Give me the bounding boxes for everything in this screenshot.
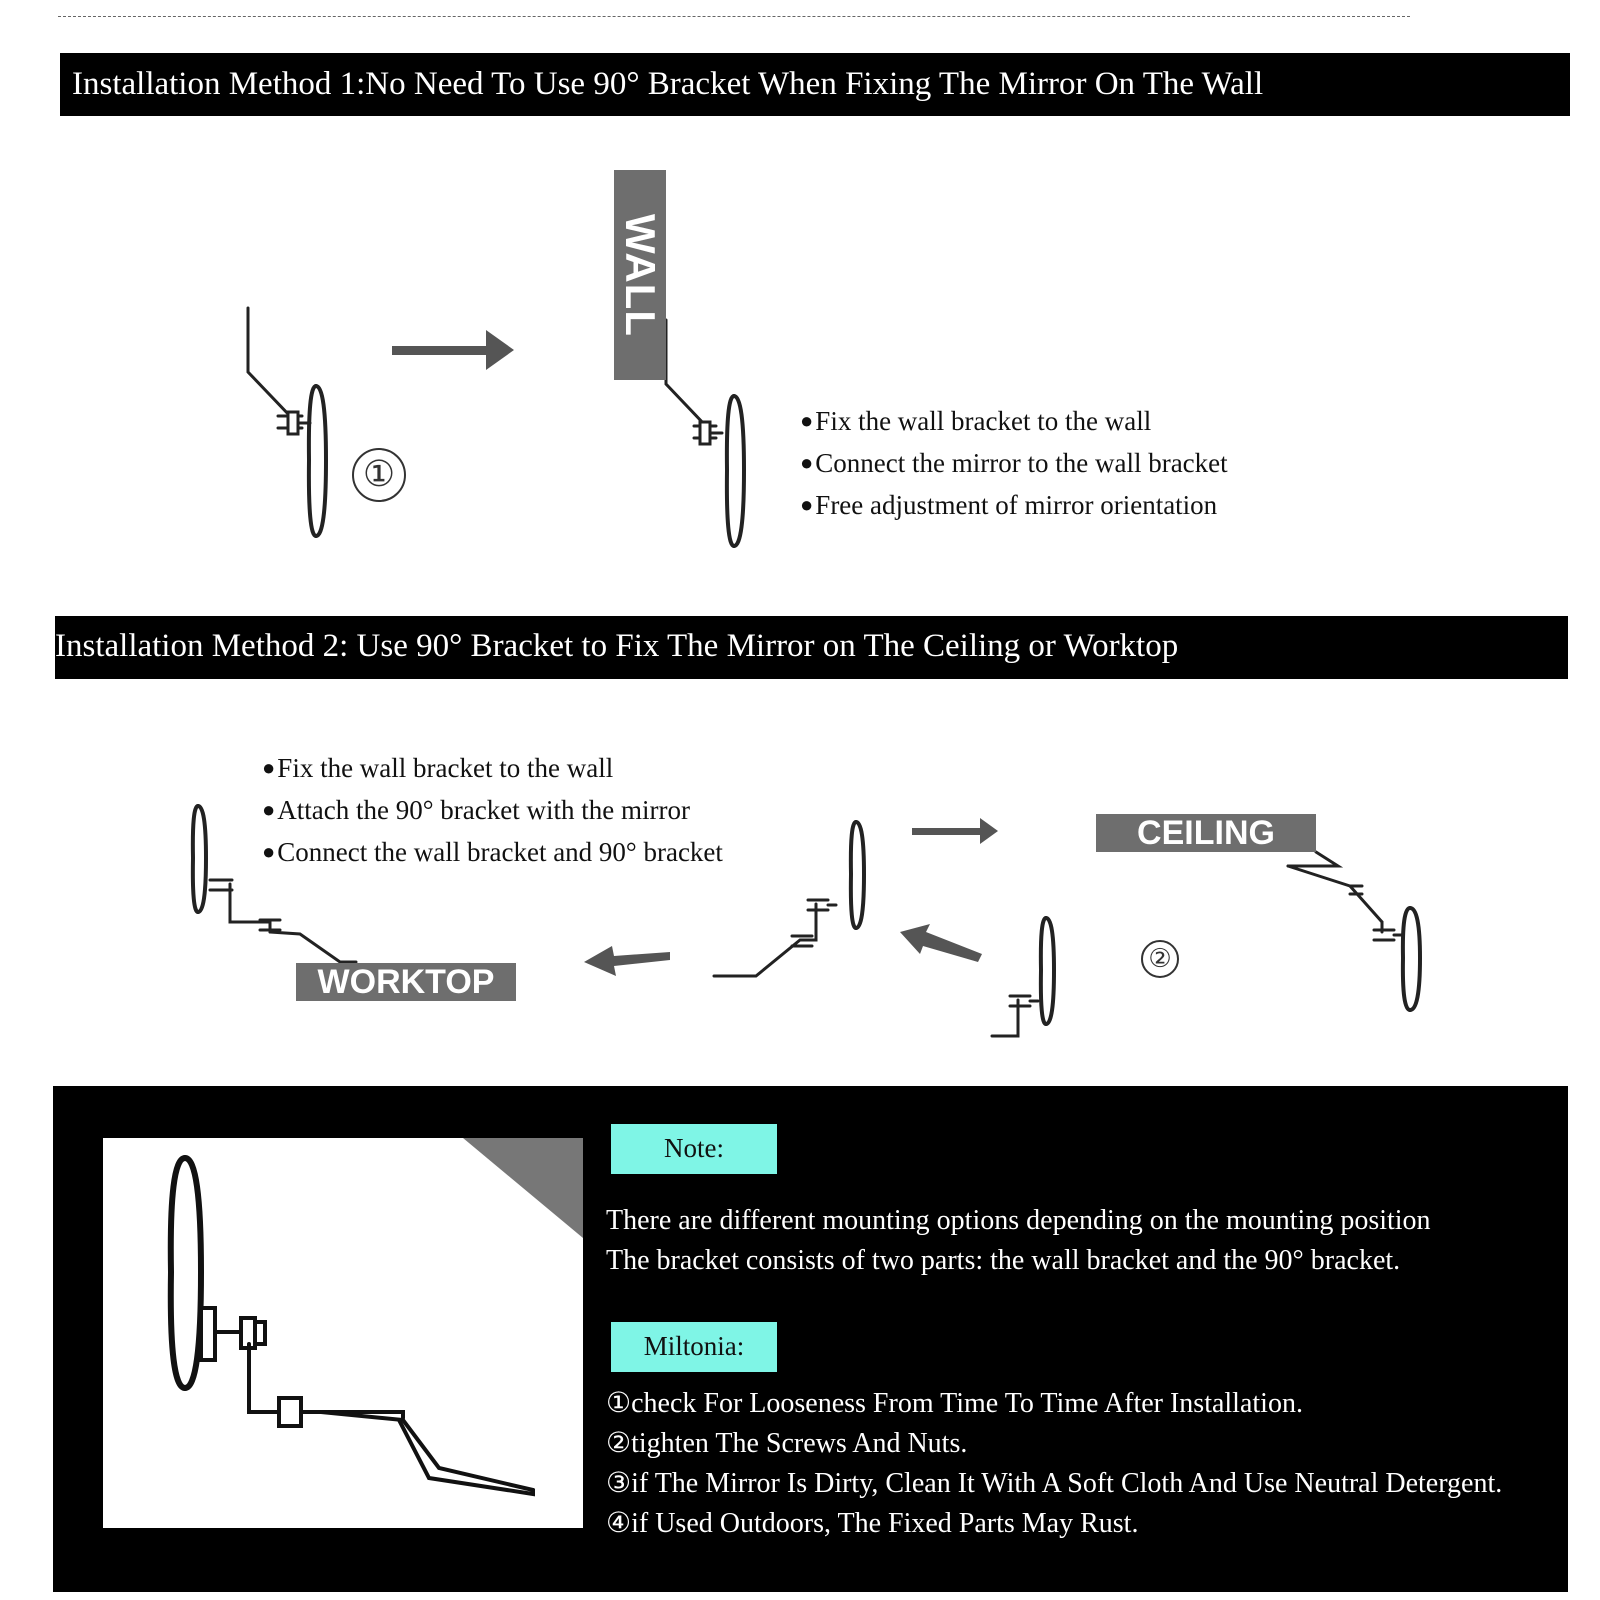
tips-text [606, 1384, 1546, 1544]
method1-mirror-mounted [666, 320, 744, 546]
note-text [606, 1201, 1546, 1281]
method2-mirror-ceiling [1288, 852, 1420, 1010]
list-item: ● Attach the 90° bracket with the mirror [262, 790, 723, 832]
wall-label: WALL [614, 170, 666, 380]
method2-mirror-assembled [714, 822, 864, 976]
list-item: ④if Used Outdoors, The Fixed Parts May Rust. [606, 1508, 1139, 1539]
arrow-up-left-icon [900, 924, 982, 962]
ceiling-label: CEILING [1096, 814, 1316, 852]
list-item: There are different mounting options depending on the mounting position [606, 1205, 1431, 1236]
tips-label: Miltonia: [611, 1322, 777, 1372]
step-1-marker: ① [352, 448, 406, 502]
list-item: ● Free adjustment of mirror orientation [800, 485, 1228, 527]
list-item: ● Fix the wall bracket to the wall [800, 401, 1228, 443]
arrow-right-small-icon [912, 818, 998, 844]
list-item: ③if The Mirror Is Dirty, Clean It With A Soft Cloth And Use Neutral Detergent. [606, 1468, 1503, 1499]
method2-mirror-90-bracket [992, 918, 1054, 1036]
list-item: ● Connect the mirror to the wall bracket [800, 443, 1228, 485]
method1-title-banner: Installation Method 1:No Need To Use 90° Bracket When Fixing The Mirror On The Wall [60, 53, 1570, 116]
list-item: ②tighten The Screws And Nuts. [606, 1428, 968, 1459]
list-item: ①check For Looseness From Time To Time After Installation. [606, 1388, 1303, 1419]
method2-title-banner: Installation Method 2: Use 90° Bracket to Fix The Mirror on The Ceiling or Worktop [55, 616, 1568, 679]
arrow-right-icon [392, 330, 514, 370]
method1-mirror-unmounted [248, 308, 326, 536]
step-2-marker: ② [1141, 940, 1179, 978]
info-panel [53, 1086, 1568, 1592]
note-label: Note: [611, 1124, 777, 1174]
arrow-left-icon [584, 946, 670, 976]
list-item: ● Fix the wall bracket to the wall [262, 748, 723, 790]
worktop-label: WORKTOP [296, 963, 516, 1001]
method2-bullet-list [262, 748, 723, 874]
list-item: ● Connect the wall bracket and 90° bracket [262, 832, 723, 874]
list-item: The bracket consists of two parts: the wall bracket and the 90° bracket. [606, 1245, 1401, 1276]
bracket-closeup-drawing [103, 1138, 583, 1528]
bracket-closeup-image [103, 1138, 583, 1528]
method1-bullet-list [800, 401, 1228, 527]
